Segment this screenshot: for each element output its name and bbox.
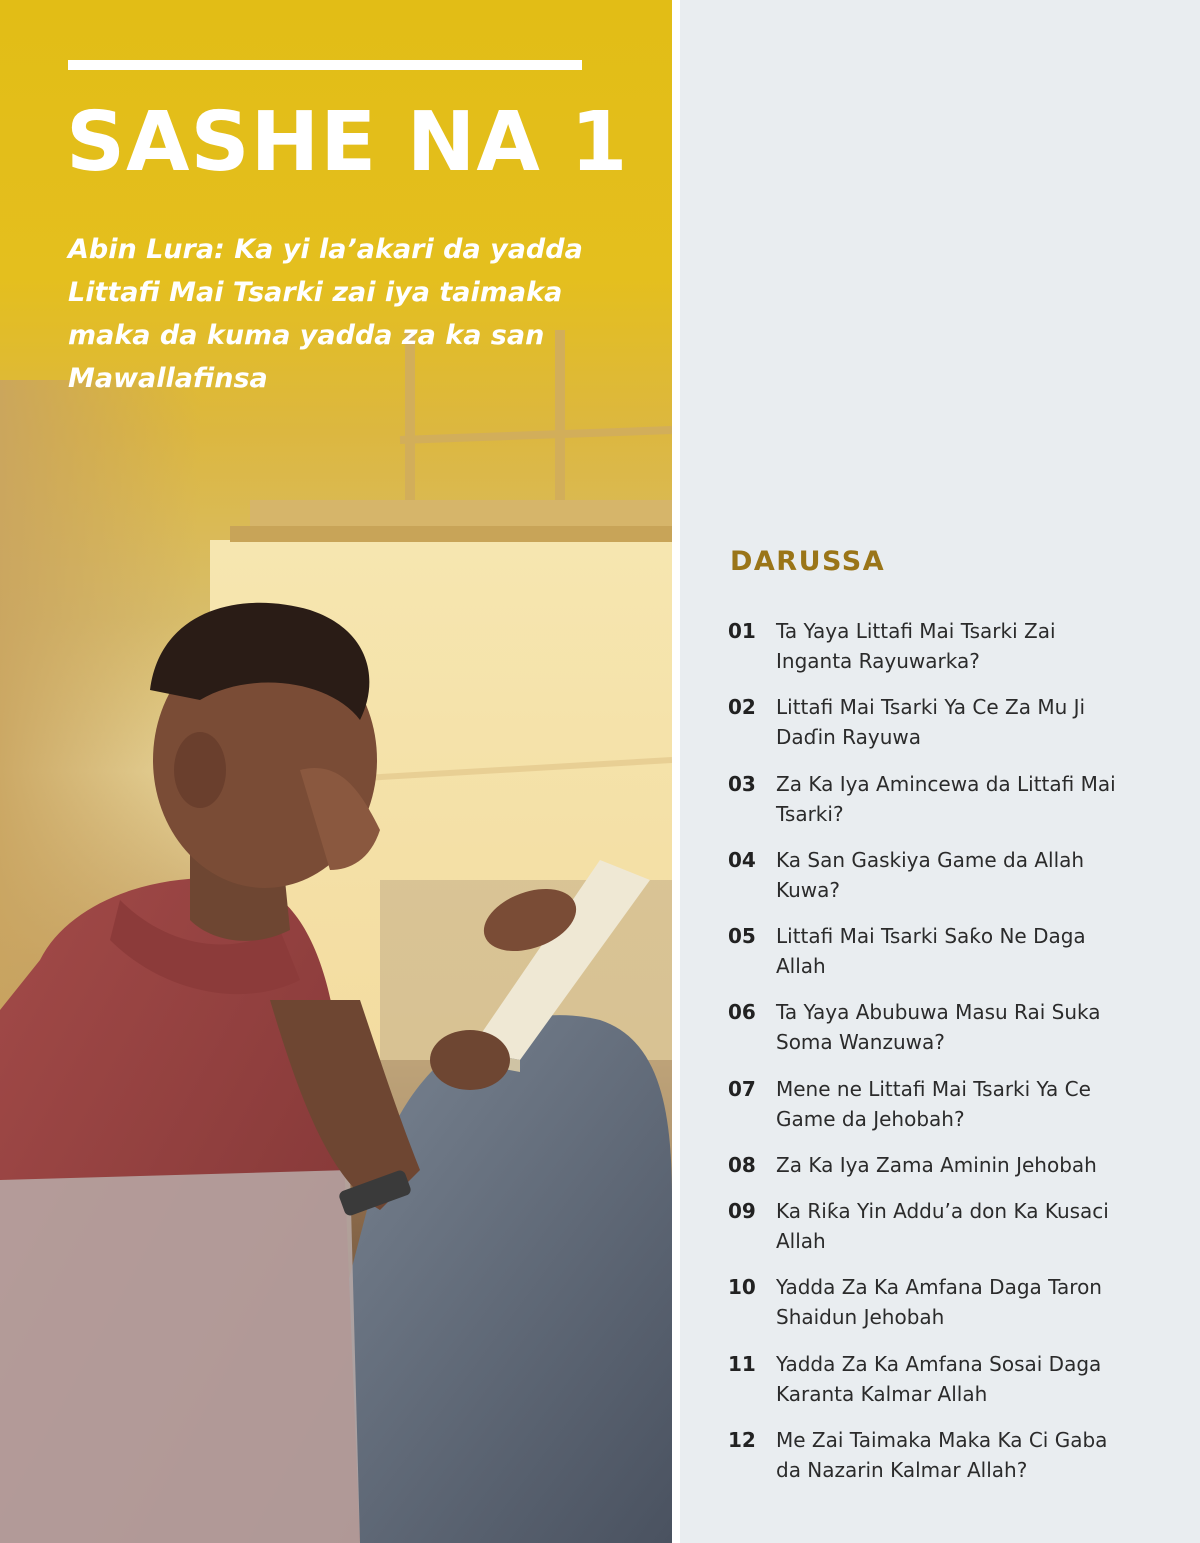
lesson-title: Ka San Gaskiya Game da Allah Kuwa? <box>776 847 1085 902</box>
lesson-item[interactable] <box>728 1074 1178 1150</box>
lesson-number: 05 <box>728 924 756 949</box>
lesson-title: Yadda Za Ka Amfana Daga Taron Shaidun Jehobah <box>776 1275 1102 1330</box>
lesson-item[interactable] <box>728 692 1178 768</box>
lesson-item[interactable] <box>728 1196 1178 1272</box>
lesson-number: 01 <box>728 619 756 643</box>
lesson-number: 06 <box>728 1000 756 1025</box>
panel-divider <box>672 0 680 1543</box>
lesson-title: Littafi Mai Tsarki Ya Ce Za Mu Ji Daɗin Rayuwa <box>776 695 1086 750</box>
lessons-list <box>728 616 1178 1501</box>
lesson-item[interactable] <box>728 1150 1178 1196</box>
lesson-title: Ta Yaya Abubuwa Masu Rai Suka Soma Wanzuwa? <box>776 1000 1101 1055</box>
lesson-item[interactable] <box>728 921 1178 997</box>
lesson-item[interactable] <box>728 1349 1178 1425</box>
lesson-item[interactable] <box>728 616 1178 692</box>
lesson-title: Ka Riƙa Yin Addu’a don Ka Kusaci Allah <box>776 1199 1109 1254</box>
lesson-number: 07 <box>728 1076 756 1101</box>
lesson-item[interactable] <box>728 845 1178 921</box>
lesson-title: Littafi Mai Tsarki Saƙo Ne Daga Allah <box>776 924 1086 979</box>
page-title: SASHE NA 1 <box>66 95 629 190</box>
lessons-panel <box>680 0 1200 1543</box>
lesson-number: 02 <box>728 695 756 720</box>
lessons-heading: DARUSSA <box>730 546 886 577</box>
lesson-number: 03 <box>728 771 756 796</box>
lesson-title: Mene ne Littafi Mai Tsarki Ya Ce Game da Jehobah? <box>776 1076 1091 1131</box>
lesson-title: Za Ka Iya Amincewa da Littafi Mai Tsarki? <box>776 771 1116 826</box>
lesson-number: 10 <box>728 1275 756 1300</box>
lesson-number: 09 <box>728 1199 756 1224</box>
lesson-title: Za Ka Iya Zama Aminin Jehobah <box>776 1153 1097 1178</box>
lesson-title: Ta Yaya Littafi Mai Tsarki Zai Inganta Rayuwarka? <box>776 619 1056 673</box>
lesson-title: Yadda Za Ka Amfana Sosai Daga Karanta Kalmar Allah <box>776 1351 1102 1406</box>
lesson-item[interactable] <box>728 997 1178 1073</box>
lesson-title: Me Zai Taimaka Maka Ka Ci Gaba da Nazarin Kalmar Allah? <box>776 1427 1108 1482</box>
lesson-item[interactable] <box>728 1425 1178 1501</box>
lesson-item[interactable] <box>728 1272 1178 1348</box>
lesson-number: 04 <box>728 847 756 872</box>
lesson-number: 12 <box>728 1427 756 1452</box>
lesson-item[interactable] <box>728 769 1178 845</box>
page-subtitle: Abin Lura: Ka yi la’akari da yadda Littafi Mai Tsarki zai iya taimaka maka da kuma yadda za ka san Mawallafinsa <box>68 234 583 394</box>
lesson-number: 11 <box>728 1351 756 1376</box>
lesson-number: 08 <box>728 1153 756 1178</box>
top-rule <box>68 60 582 70</box>
